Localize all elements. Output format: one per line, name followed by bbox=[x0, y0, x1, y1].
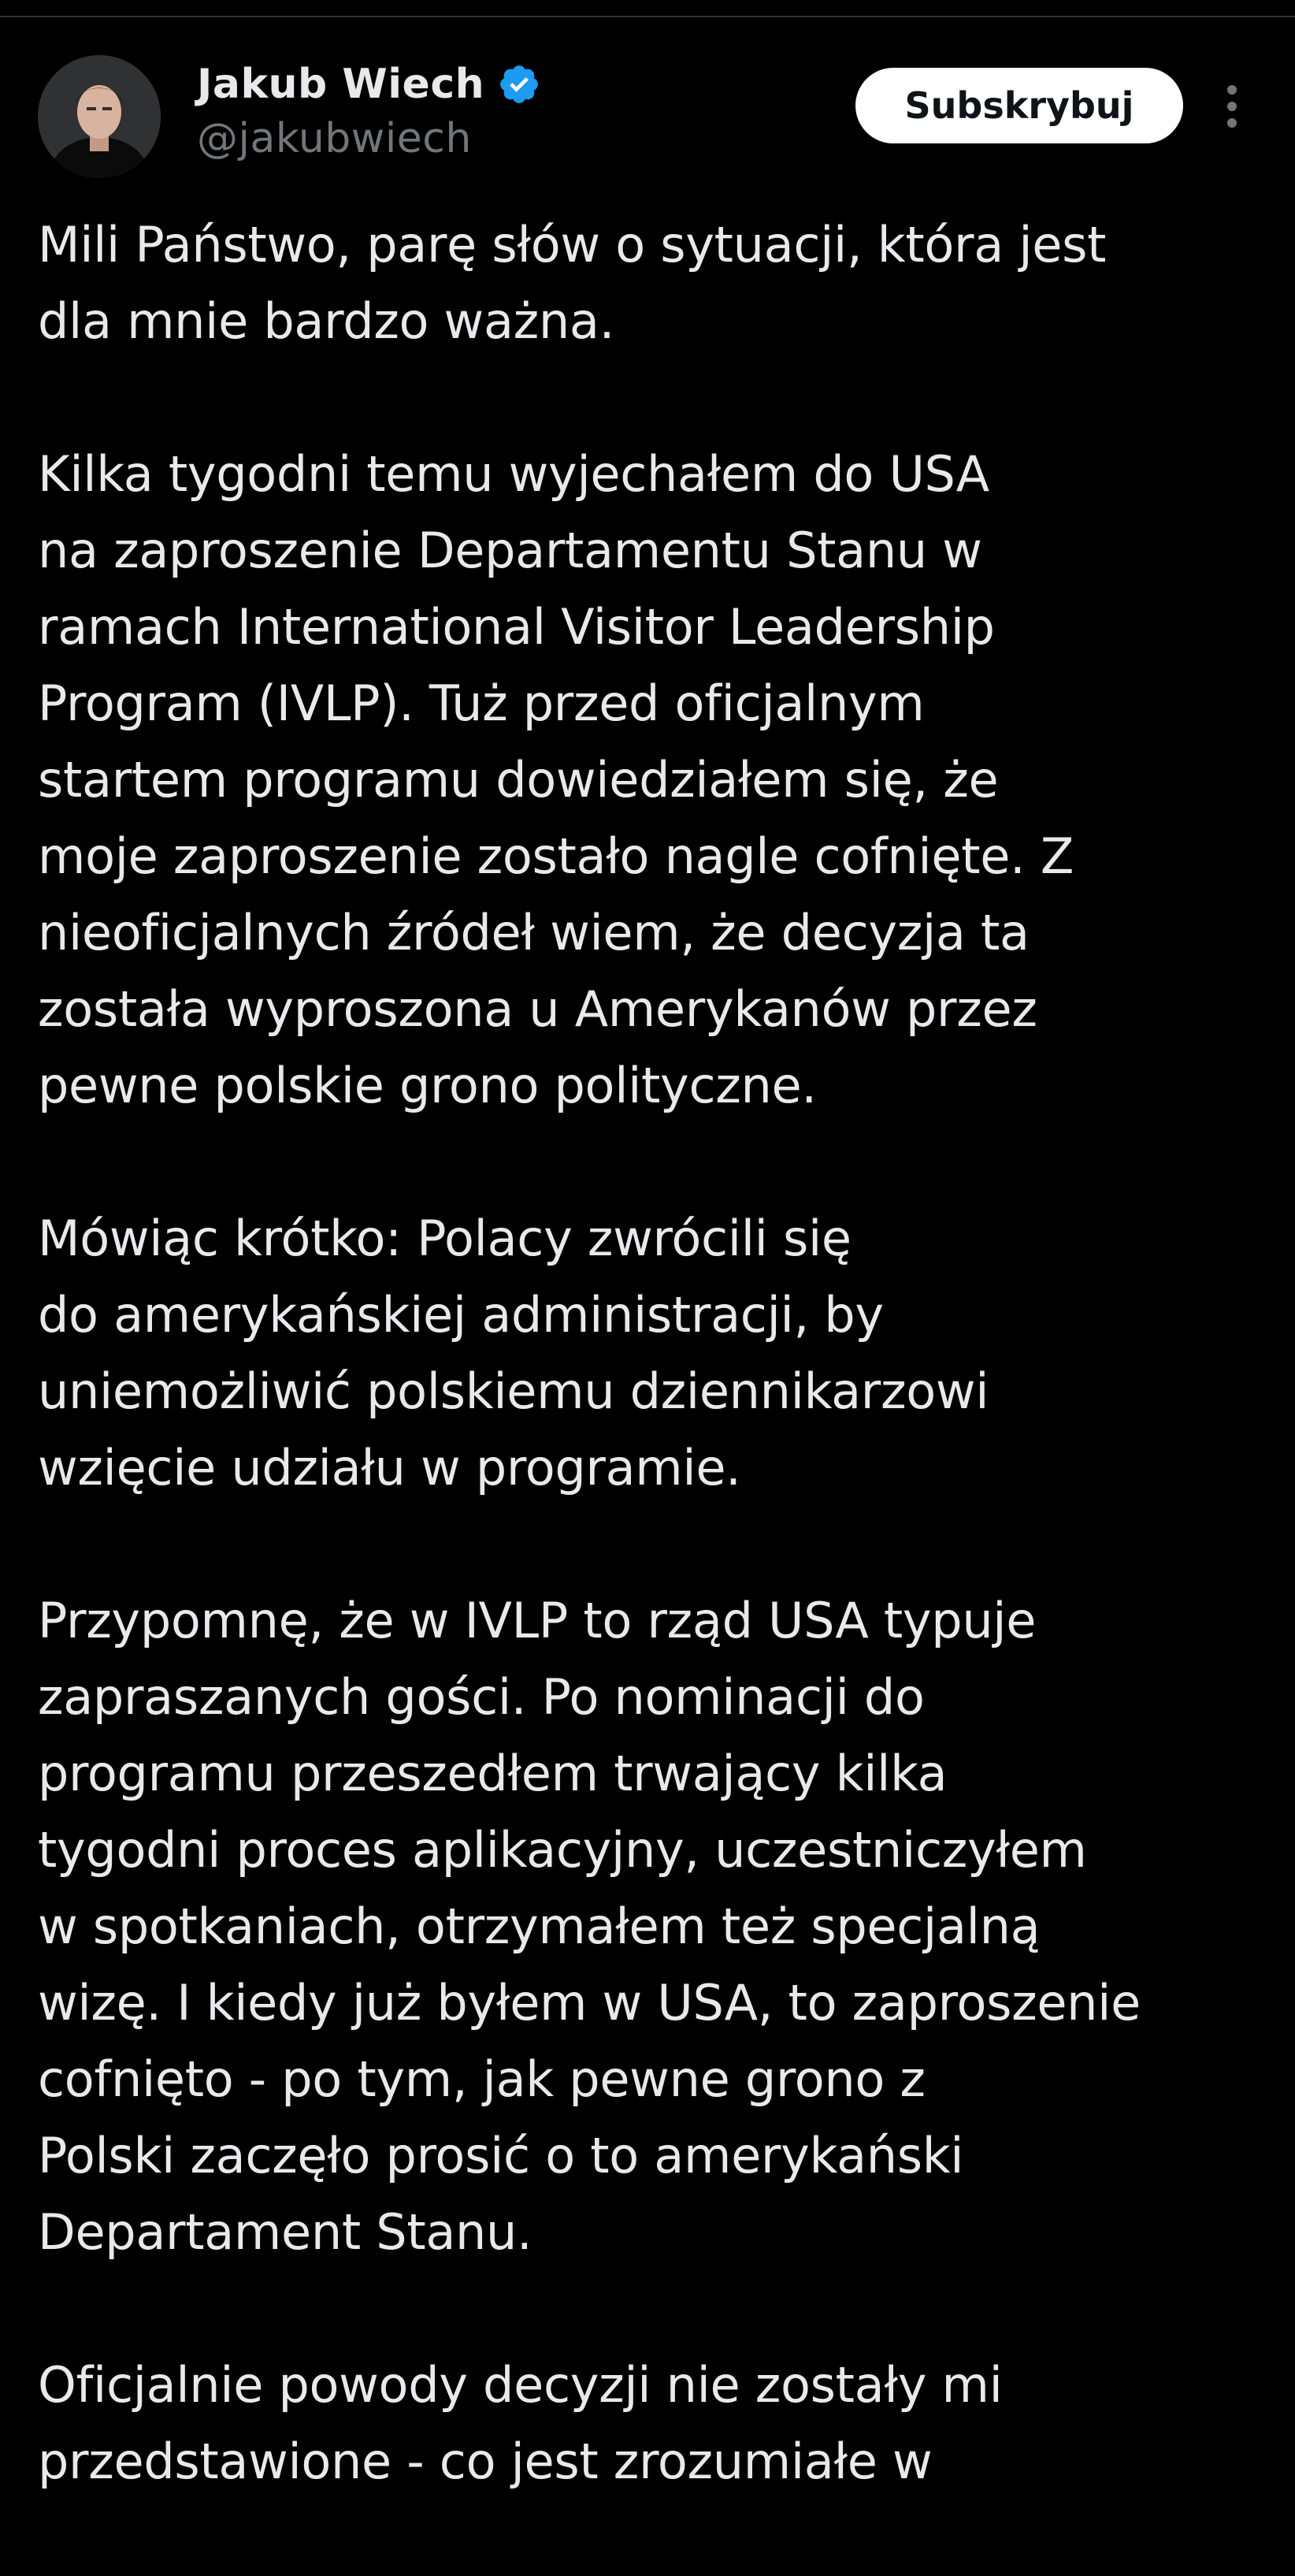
tweet-text-line: tygodni proces aplikacyjny, uczestniczyłem bbox=[38, 1821, 1087, 1879]
tweet-text-line: Oficjalnie powody decyzji nie zostały mi bbox=[38, 2356, 1003, 2414]
author-display-name[interactable]: Jakub Wiech bbox=[197, 61, 485, 108]
tweet-text-line: Polski zaczęło prosić o to amerykański bbox=[38, 2127, 964, 2184]
subscribe-button[interactable]: Subskrybuj bbox=[855, 68, 1183, 143]
verified-badge-icon bbox=[497, 62, 541, 106]
top-divider bbox=[0, 16, 1295, 17]
tweet-text-line: Mówiąc krótko: Polacy zwrócili się bbox=[38, 1210, 852, 1267]
tweet-paragraph bbox=[38, 1200, 1267, 1506]
author-handle[interactable]: @jakubwiech bbox=[197, 115, 472, 162]
tweet-text bbox=[38, 206, 1267, 2576]
tweet-text-line: startem programu dowiedziałem się, że bbox=[38, 751, 999, 808]
tweet-text-line: pewne polskie grono polityczne. bbox=[38, 1057, 817, 1114]
tweet-text-line: Program (IVLP). Tuż przed oficjalnym bbox=[38, 675, 925, 732]
tweet-text-line: dla mnie bardzo ważna. bbox=[38, 292, 614, 350]
tweet-paragraph bbox=[38, 1582, 1267, 2270]
tweet-text-line: na zaproszenie Departamentu Stanu w bbox=[38, 522, 982, 579]
tweet-text-line: Kilka tygodni temu wyjechałem do USA bbox=[38, 445, 989, 503]
tweet-text-line: cofnięto - po tym, jak pewne grono z bbox=[38, 2050, 926, 2108]
tweet-text-line: w spotkaniach, otrzymałem też specjalną bbox=[38, 1898, 1041, 1955]
tweet-text-line: została wyproszona u Amerykanów przez bbox=[38, 980, 1037, 1038]
avatar[interactable] bbox=[38, 55, 161, 178]
author-name-row[interactable] bbox=[197, 57, 541, 112]
tweet-paragraph bbox=[38, 206, 1267, 359]
tweet-text-line: do amerykańskiej administracji, by bbox=[38, 1286, 884, 1344]
more-vertical-icon[interactable] bbox=[1213, 79, 1251, 134]
tweet-text-line: ramach International Visitor Leadership bbox=[38, 598, 995, 656]
tweet-text-line: wzięcie udziału w programie. bbox=[38, 1439, 741, 1496]
tweet-text-line: zapraszanych gości. Po nominacji do bbox=[38, 1668, 925, 1726]
tweet-text-line: uniemożliwić polskiemu dziennikarzowi bbox=[38, 1362, 989, 1420]
tweet-text-line: programu przeszedłem trwający kilka bbox=[38, 1745, 948, 1802]
tweet-text-line: nieoficjalnych źródeł wiem, że decyzja ta bbox=[38, 904, 1030, 961]
tweet-text-line: przedstawione - co jest zrozumiałe w bbox=[38, 2433, 933, 2490]
tweet-text-line: Mili Państwo, parę słów o sytuacji, która jest bbox=[38, 216, 1107, 273]
tweet-text-line: moje zaproszenie zostało nagle cofnięte. Z bbox=[38, 827, 1074, 885]
avatar-image bbox=[38, 55, 161, 178]
tweet-paragraph bbox=[38, 2347, 1267, 2500]
tweet-text-line: Departament Stanu. bbox=[38, 2203, 532, 2261]
tweet-text-line: wizę. I kiedy już byłem w USA, to zaproszenie bbox=[38, 1974, 1141, 2031]
tweet-text-line: Przypomnę, że w IVLP to rząd USA typuje bbox=[38, 1592, 1037, 1649]
tweet-paragraph bbox=[38, 436, 1267, 1124]
